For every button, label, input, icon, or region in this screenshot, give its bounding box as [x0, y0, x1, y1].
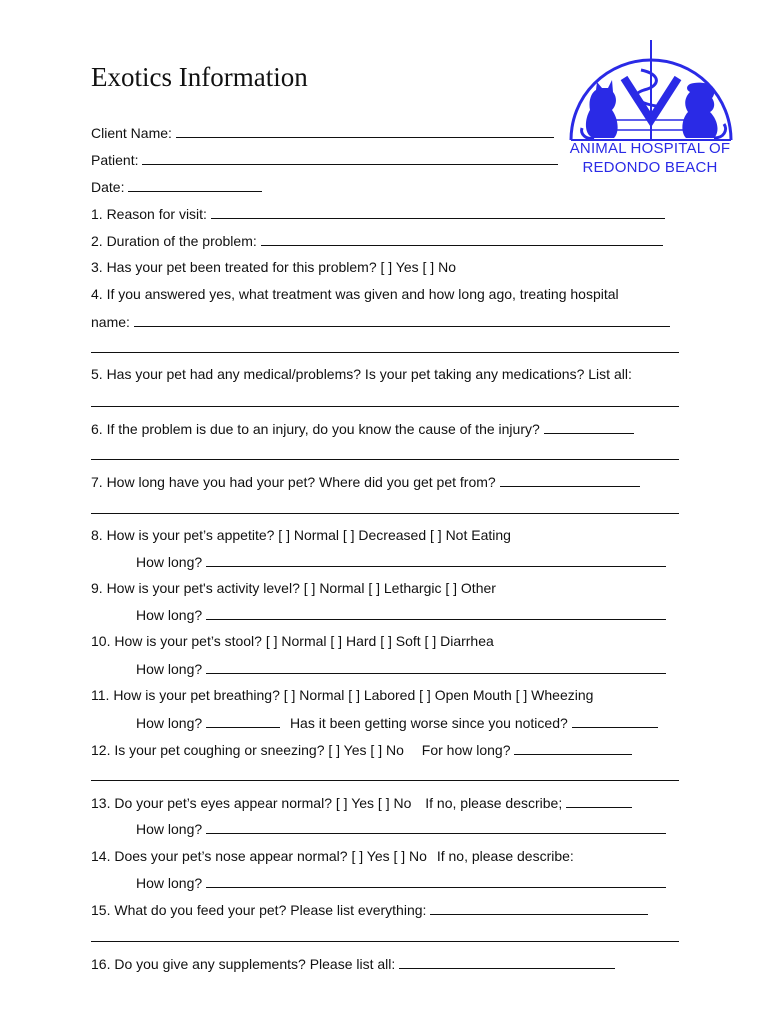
q7-row — [91, 472, 640, 491]
q5-field[interactable] — [91, 406, 679, 407]
q8-row: 8. How is your pet’s appetite? [ ] Normal [ ] Decreased [ ] Not Eating — [91, 527, 511, 543]
q13-row — [91, 793, 632, 812]
q6-row — [91, 419, 634, 438]
q3-row: 3. Has your pet been treated for this problem? [ ] Yes [ ] No — [91, 259, 456, 275]
q8-howlong-row — [136, 552, 666, 571]
q13-label: 13. Do your pet’s eyes appear normal? [ ] Yes [ ] No — [91, 795, 412, 811]
q6-extra-line[interactable] — [91, 459, 679, 460]
q13-howlong-label: How long? — [136, 821, 203, 837]
q14-row — [91, 847, 574, 865]
q15-extra-line[interactable] — [91, 941, 679, 942]
q9-howlong-label: How long? — [136, 607, 203, 623]
q2-label: 2. Duration of the problem: — [91, 233, 257, 249]
date-label: Date: — [91, 179, 125, 195]
q16-field[interactable] — [399, 954, 615, 969]
q15-label: 15. What do you feed your pet? Please list everything: — [91, 902, 427, 918]
q15-field[interactable] — [430, 900, 648, 915]
q6-field[interactable] — [544, 419, 634, 434]
q14-howlong-label: How long? — [136, 875, 203, 891]
q8-howlong-field[interactable] — [206, 552, 666, 567]
q1-field[interactable] — [211, 204, 665, 219]
q10-howlong-label: How long? — [136, 661, 203, 677]
q9-howlong-row — [136, 605, 666, 624]
q14-howlong-row — [136, 873, 666, 892]
patient-row — [91, 150, 558, 169]
client-name-label: Client Name: — [91, 125, 172, 141]
q14-label: 14. Does your pet’s nose appear normal? [ ] Yes [ ] No — [91, 848, 427, 864]
q10-howlong-field[interactable] — [206, 659, 666, 674]
q16-label: 16. Do you give any supplements? Please list all: — [91, 956, 396, 972]
q13-howlong-row — [136, 819, 666, 838]
q11-row: 11. How is your pet breathing? [ ] Normal [ ] Labored [ ] Open Mouth [ ] Wheezing — [91, 687, 594, 703]
q4-extra-line[interactable] — [91, 352, 679, 353]
q16-row — [91, 954, 615, 973]
q15-row — [91, 900, 648, 919]
q11-howlong-field[interactable] — [206, 713, 280, 728]
q4-field[interactable] — [134, 312, 670, 327]
page-title: Exotics Information — [91, 62, 308, 92]
q7-extra-line[interactable] — [91, 513, 679, 514]
q2-field[interactable] — [261, 231, 663, 246]
q11-worse-field[interactable] — [572, 713, 658, 728]
q13-describe-field[interactable] — [566, 793, 632, 808]
q11-worse-label: Has it been getting worse since you noticed? — [289, 715, 568, 731]
q10-row: 10. How is your pet’s stool? [ ] Normal [ ] Hard [ ] Soft [ ] Diarrhea — [91, 633, 494, 649]
q2-row — [91, 231, 663, 250]
patient-label: Patient: — [91, 152, 139, 168]
q12-howlong-label: For how long? — [421, 742, 511, 758]
date-field[interactable] — [128, 177, 262, 192]
q14-describe-label: If no, please describe: — [436, 848, 574, 864]
q14-howlong-field[interactable] — [206, 873, 666, 888]
q4-name-row — [91, 312, 670, 331]
q7-label: 7. How long have you had your pet? Where did you get pet from? — [91, 474, 496, 490]
q5-row: 5. Has your pet had any medical/problems? Is your pet taking any medications? List all: — [91, 366, 632, 382]
date-row — [91, 177, 262, 196]
patient-field[interactable] — [142, 150, 558, 165]
q1-row — [91, 204, 665, 223]
q8-howlong-label: How long? — [136, 554, 203, 570]
client-name-field[interactable] — [176, 123, 554, 138]
logo-text-line2: REDONDO BEACH — [582, 159, 718, 176]
q12-row — [91, 740, 632, 759]
logo-text-line1: ANIMAL HOSPITAL OF — [569, 140, 731, 157]
q13-howlong-field[interactable] — [206, 819, 666, 834]
q12-howlong-field[interactable] — [514, 740, 632, 755]
client-name-row — [91, 123, 554, 142]
q7-field[interactable] — [500, 472, 640, 487]
q13-describe-label: If no, please describe; — [425, 795, 563, 811]
q12-label: 12. Is your pet coughing or sneezing? [ ] Yes [ ] No — [91, 742, 404, 758]
q9-howlong-field[interactable] — [206, 605, 666, 620]
q10-howlong-row — [136, 659, 666, 678]
q11-howlong-label: How long? — [136, 715, 203, 731]
q11-howlong-row — [136, 713, 658, 732]
q1-label: 1. Reason for visit: — [91, 206, 207, 222]
q9-row: 9. How is your pet's activity level? [ ] Normal [ ] Lethargic [ ] Other — [91, 580, 496, 596]
q6-label: 6. If the problem is due to an injury, do you know the cause of the injury? — [91, 421, 540, 437]
q4-row: 4. If you answered yes, what treatment was given and how long ago, treating hospital — [91, 286, 619, 302]
q12-extra-line[interactable] — [91, 780, 679, 781]
q4-name-label: name: — [91, 314, 130, 330]
